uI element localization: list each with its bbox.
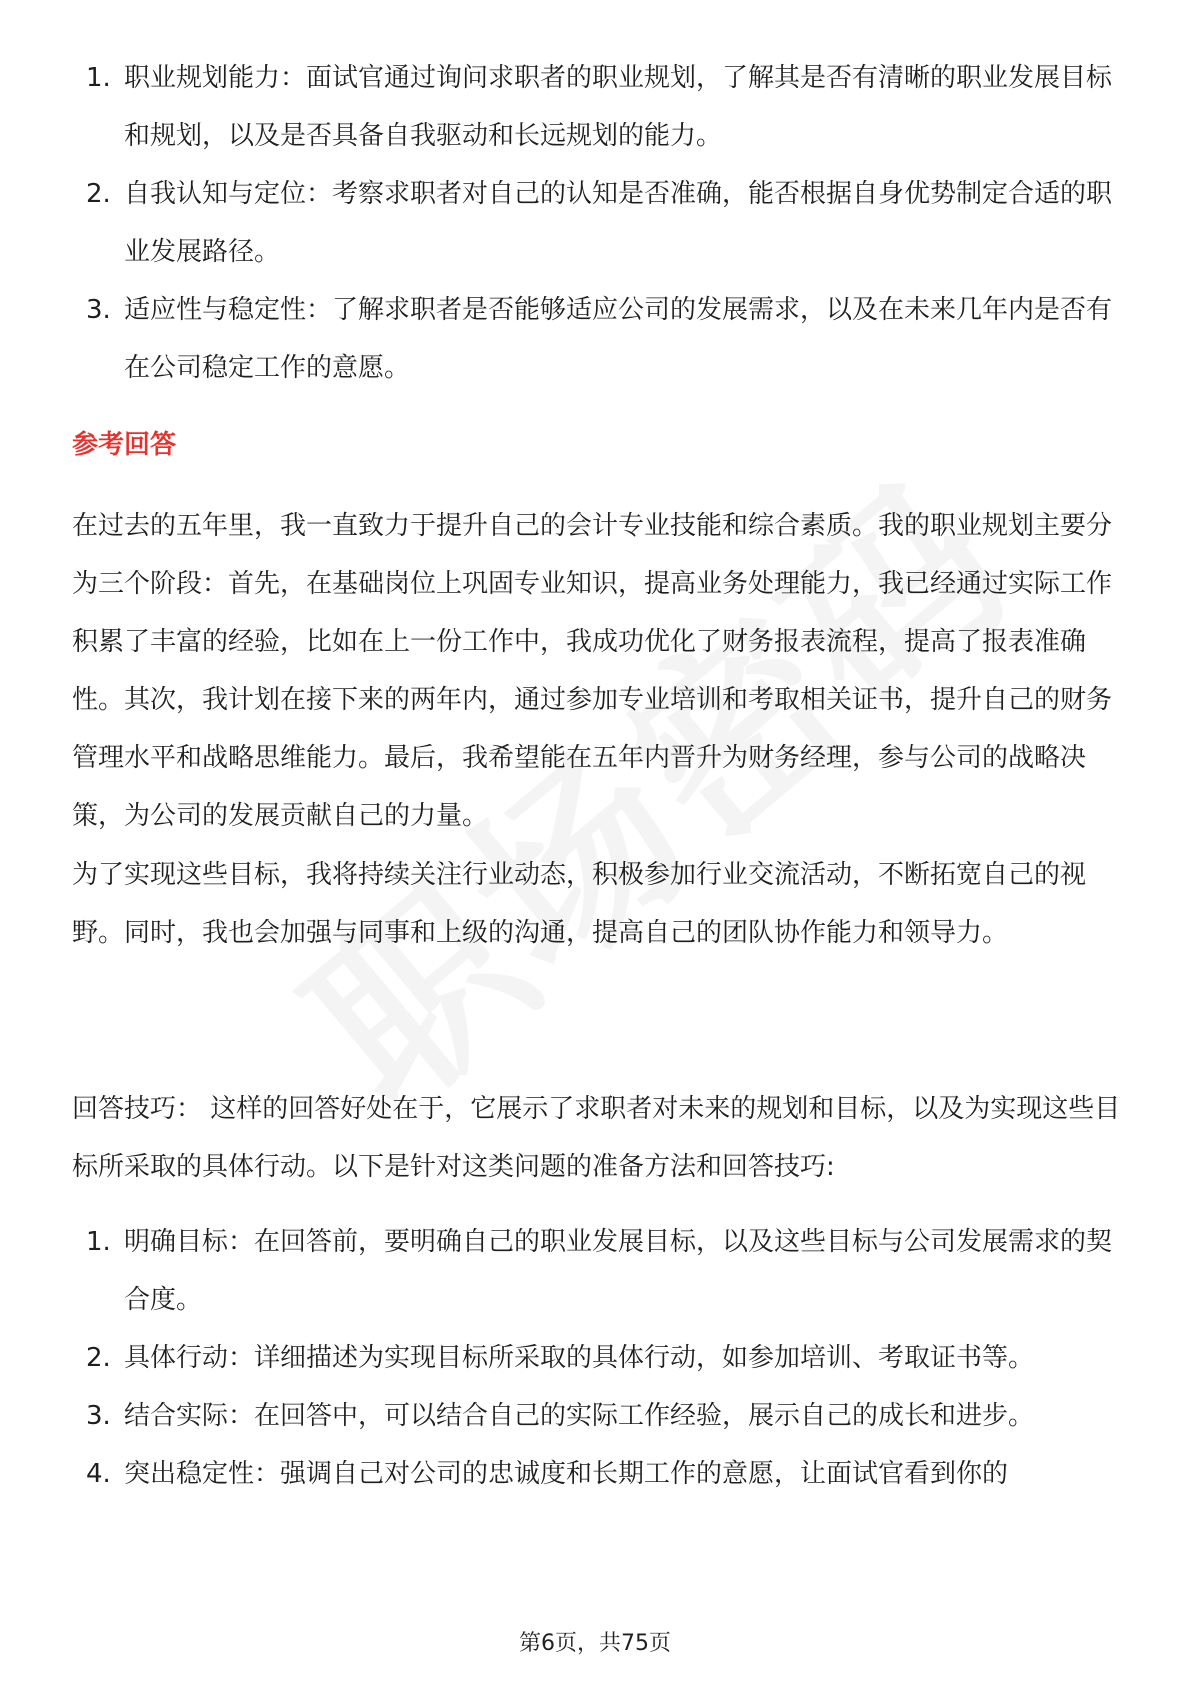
section-title: 参考回答 <box>72 430 177 460</box>
list-item <box>72 1329 1124 1387</box>
tips-intro-paragraph: 回答技巧： 这样的回答好处在于，它展示了求职者对未来的规划和目标，以及为实现这些目标所采取的具体行动。以下是针对这类问题的准备方法和回答技巧: <box>72 1094 1121 1182</box>
list-item-number: 2. <box>86 179 111 209</box>
list-item-text: 职业规划能力：面试官通过询问求职者的职业规划，了解其是否有清晰的职业发展目标和规划，以及是否具备自我驱动和长远规划的能力。 <box>124 63 1113 151</box>
list-item <box>72 1445 1124 1503</box>
list-item <box>72 165 1124 281</box>
list-item-text: 具体行动：详细描述为实现目标所采取的具体行动，如参加培训、考取证书等。 <box>124 1343 1035 1373</box>
list-item-number: 4. <box>86 1459 111 1489</box>
list-item-text: 结合实际：在回答中，可以结合自己的实际工作经验，展示自己的成长和进步。 <box>124 1401 1035 1431</box>
list-item-number: 3. <box>86 1401 111 1431</box>
list-item-number: 1. <box>86 1227 111 1257</box>
list-item-number: 3. <box>86 295 111 325</box>
list-item-number: 2. <box>86 1343 111 1373</box>
answer-paragraph: 为了实现这些目标，我将持续关注行业动态，积极参加行业交流活动，不断拓宽自己的视野。同时，我也会加强与同事和上级的沟通，提高自己的团队协作能力和领导力。 <box>72 860 1087 948</box>
list-item <box>72 1387 1124 1445</box>
list-item <box>72 1213 1124 1329</box>
list-item <box>72 281 1124 397</box>
evaluation-points-list <box>72 49 1124 397</box>
answer-paragraph: 在过去的五年里，我一直致力于提升自己的会计专业技能和综合素质。我的职业规划主要分为三个阶段：首先，在基础岗位上巩固专业知识，提高业务处理能力，我已经通过实际工作积累了丰富的经验，比如在上一份工作中，我成功优化了财务报表流程，提高了报表准确性。其次，我计划在接下来的两年内，通过参加专业培训和考取相关证书，提升自己的财务管理水平和战略思维能力。最后，我希望能在五年内晋升为财务经理，参与公司的战略决策，为公司的发展贡献自己的力量。 <box>72 511 1113 831</box>
page-number-footer: 第6页，共75页 <box>519 1631 671 1656</box>
list-item-text: 突出稳定性：强调自己对公司的忠诚度和长期工作的意愿，让面试官看到你的 <box>124 1459 1009 1489</box>
list-item-number: 1. <box>86 63 111 93</box>
tips-list <box>72 1213 1124 1503</box>
list-item-text: 自我认知与定位：考察求职者对自己的认知是否准确，能否根据自身优势制定合适的职业发展路径。 <box>124 179 1113 267</box>
list-item <box>72 49 1124 165</box>
list-item-text: 适应性与稳定性：了解求职者是否能够适应公司的发展需求，以及在未来几年内是否有在公司稳定工作的意愿。 <box>124 295 1113 383</box>
list-item-text: 明确目标：在回答前，要明确自己的职业发展目标，以及这些目标与公司发展需求的契合度。 <box>124 1227 1113 1315</box>
